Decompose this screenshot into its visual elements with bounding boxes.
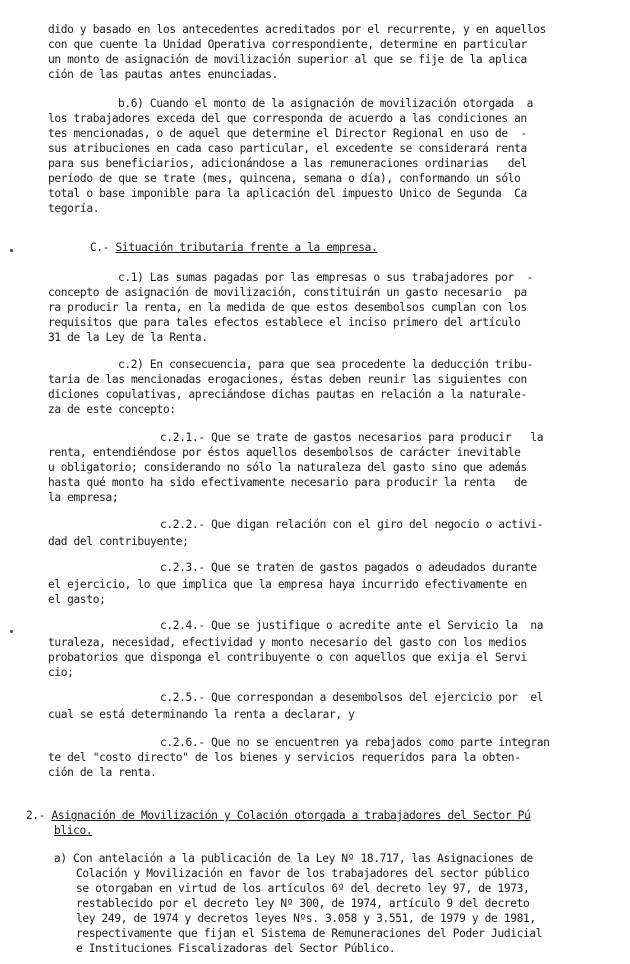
margin-mark [10, 249, 13, 252]
text-line: dido y basado en los antecedentes acreditados por el recurrente, y en aquellos [48, 23, 547, 36]
section-heading: blico. [54, 824, 93, 837]
text-line: c.2.2.- Que digan relación con el giro del negocio o activi- [160, 518, 544, 531]
text-line: la empresa; [48, 491, 119, 504]
text-line: restablecido por el decreto ley Nº 300, de 1974, artículo 9 del decreto [76, 897, 530, 910]
text-line: c.2.1.- Que se trate de gastos necesarios para producir la [160, 431, 544, 444]
text-line: ción de la renta. [48, 766, 157, 779]
text-line: los trabajadores exceda del que corresponda de acuerdo a las condiciones an [48, 112, 527, 125]
text-line: ción de las pautas antes enunciadas. [48, 68, 278, 81]
text-line: cual se está determinando la renta a declarar, y [48, 708, 355, 721]
text-line: sus atribuciones en cada caso particular, el excedente se considerará renta [48, 142, 527, 155]
text-line: con que cuente la Unidad Operativa correspondiente, determine en particular [48, 38, 527, 51]
text-line: ley 249, de 1974 y decretos leyes Nºs. 3.058 y 3.551, de 1979 y de 1981, [76, 912, 536, 925]
text-line: requisitos que para tales efectos establece el inciso primero del artículo [48, 316, 521, 329]
text-line: za de este concepto: [48, 403, 176, 416]
section-heading: 2.- Asignación de Movilización y Colación otorgada a trabajadores del Sector Pú [26, 809, 531, 822]
text-line: diciones copulativas, apreciándose dichas pautas en relación a la naturale- [48, 388, 527, 401]
text-line: un monto de asignación de movilización superior al que se fije de la aplica [48, 53, 527, 66]
text-line: c.2.3.- Que se traten de gastos pagados o adeudados durante [160, 561, 537, 574]
text-line: total o base imponible para la aplicación del impuesto Unico de Segunda Ca [48, 187, 527, 200]
text-line: cio; [48, 666, 74, 679]
text-line: taria de las mencionadas erogaciones, éstas deben reunir las siguientes con [48, 373, 527, 386]
text-line: hasta qué monto ha sido efectivamente necesario para producir la renta de [48, 476, 527, 489]
text-line: Colación y Movilización en favor de los trabajadores del sector público [76, 867, 530, 880]
text-line: para sus beneficiarios, adicionándose a las remuneraciones ordinarias del [48, 157, 527, 170]
text-line: c.2.5.- Que correspondan a desembolsos del ejercicio por el [160, 691, 544, 704]
text-line: el ejercicio, lo que implica que la empresa haya incurrido efectivamente en [48, 578, 527, 591]
text-line: tes mencionadas, o de aquel que determine el Director Regional en uso de - [48, 127, 527, 140]
text-line: renta, entendiéndose por éstos aquellos desembolsos de carácter inevitable [48, 446, 521, 459]
text-line: u obligatorio; considerando no sólo la naturaleza del gasto sino que además [48, 461, 527, 474]
text-line: respectivamente que fijan el Sistema de Remuneraciones del Poder Judicial [76, 927, 543, 940]
text-line: dad del contribuyente; [48, 535, 189, 548]
text-line: período de que se trate (mes, quincena, semana o día), conformando un sólo [48, 172, 521, 185]
text-line: 31 de la Ley de la Renta. [48, 331, 208, 344]
text-line: el gasto; [48, 593, 106, 606]
text-line: probatorios que disponga el contribuyente o con aquellos que exija el Servi [48, 651, 527, 664]
text-line: tegoría. [48, 202, 100, 215]
text-line: se otorgaban en virtud de los artículos 6º del decreto ley 97, de 1973, [76, 882, 530, 895]
text-line: c.2.4.- Que se justifique o acredite ante el Servicio la na [160, 619, 544, 632]
text-line: c.2) En consecuencia, para que sea procedente la deducción tribu- [118, 358, 534, 371]
text-line: turaleza, necesidad, efectividad y monto necesario del gasto con los medios [48, 636, 527, 649]
text-line: a) Con antelación a la publicación de la Ley Nº 18.717, las Asignaciones de [54, 852, 533, 865]
text-line: te del "costo directo" de los bienes y servicios requeridos para la obten- [48, 751, 521, 764]
text-line: concepto de asignación de movilización, constituirán un gasto necesario pa [48, 286, 527, 299]
text-line: e Instituciones Fiscalizadoras del Sector Público. [76, 942, 396, 955]
text-line: c.1) Las sumas pagadas por las empresas o sus trabajadores por - [118, 271, 534, 284]
section-heading: C.- Situación tributaria frente a la empresa. [90, 241, 378, 254]
text-line: b.6) Cuando el monto de la asignación de movilización otorgada a [118, 97, 534, 110]
margin-mark [10, 630, 13, 633]
text-line: c.2.6.- Que no se encuentren ya rebajados como parte integran [160, 736, 550, 749]
text-line: ra producir la renta, en la medida de que estos desembolsos cumplan con los [48, 301, 527, 314]
